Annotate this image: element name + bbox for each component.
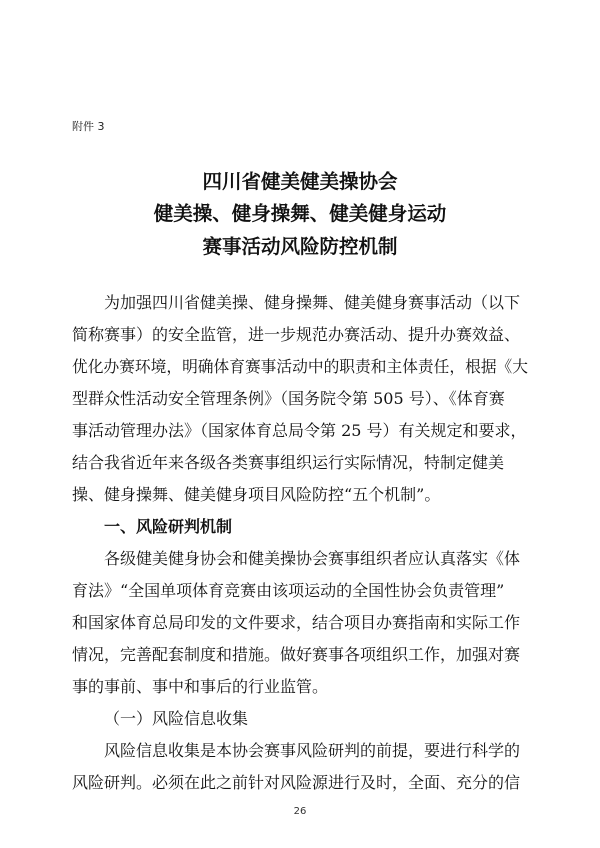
body-text: 和国家体育总局印发的文件要求，结合项目办赛指南和实际工作 [72,613,521,632]
body-text: 风险信息收集是本协会赛事风险研判的前提，要进行科学的 [104,741,521,760]
title-line-2: 健美操、健身操舞、健美健身运动 [153,202,447,225]
section-heading-text: 一、风险研判机制 [104,517,233,536]
attachment-label: 附件 3 [72,120,105,133]
body-text: 风险研判。必须在此之前针对风险源进行及时，全面、充分的信 [72,773,521,792]
title-line-1: 四川省健美健美操协会 [202,170,398,193]
body-text: 简称赛事）的安全监管，进一步规范办赛活动、提升办赛效益、 [72,325,521,344]
body-text: 事活动管理办法》（国家体育总局令第 25 号）有关规定和要求， [72,421,527,440]
body-text: 各级健美健身协会和健美操协会赛事组织者应认真落实《体 [104,549,521,568]
page-number: 26 [293,806,307,817]
body-text: 育法》“全国单项体育竞赛由该项运动的全国性协会负责管理” [72,581,505,600]
body-text: 事的事前、事中和事后的行业监管。 [72,677,329,696]
body-text: 优化办赛环境，明确体育赛事活动中的职责和主体责任，根据《大 [72,357,528,376]
body-text: 型群众性活动安全管理条例》（国务院令第 505 号）、《体育赛 [72,389,505,408]
body-text: 情况，完善配套制度和措施。做好赛事各项组织工作，加强对赛 [72,645,521,664]
subsection-heading-text: （一）风险信息收集 [104,709,249,728]
body-text: 操、健身操舞、健美健身项目风险防控“五个机制”。 [72,485,441,504]
body-text: 结合我省近年来各级各类赛事组织运行实际情况，特制定健美 [72,453,505,472]
title-line-3: 赛事活动风险防控机制 [202,235,398,258]
body-text: 为加强四川省健美操、健身操舞、健美健身赛事活动（以下 [104,293,521,312]
